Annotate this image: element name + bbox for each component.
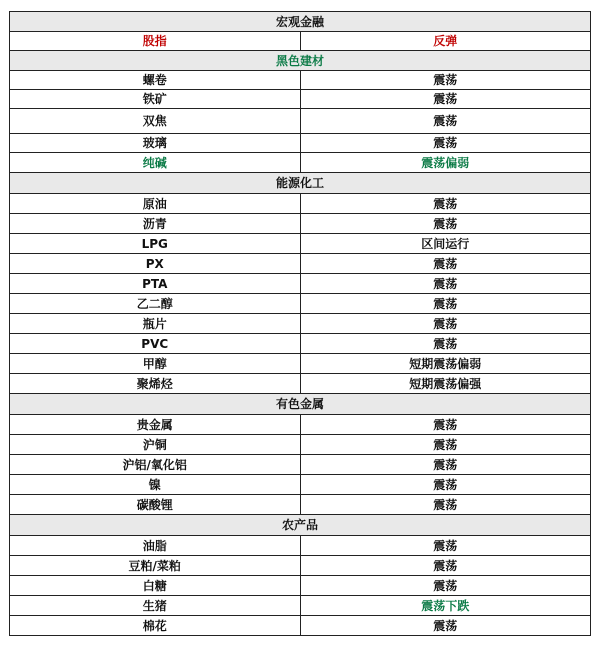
outlook-status: 震荡 [300,294,591,314]
outlook-status: 震荡 [300,475,591,495]
commodity-name: 沪铝/氧化铝 [10,455,301,475]
table-row [10,214,591,234]
section-header-ferrous-building [10,51,591,71]
outlook-status: 震荡 [300,334,591,354]
commodity-name: 螺卷 [10,71,301,90]
table-row [10,71,591,90]
section-title: 农产品 [10,515,591,536]
commodity-name: PX [10,254,301,274]
table-row [10,556,591,576]
table-row [10,109,591,134]
table-row [10,596,591,616]
commodity-name: 甲醇 [10,354,301,374]
table-row [10,274,591,294]
outlook-status: 震荡 [300,90,591,109]
outlook-status: 震荡 [300,415,591,435]
section-title: 能源化工 [10,173,591,194]
outlook-status: 震荡 [300,134,591,153]
commodity-name: 碳酸锂 [10,495,301,515]
table-row [10,536,591,556]
commodity-name: 玻璃 [10,134,301,153]
outlook-table-container [9,11,591,636]
section-header-energy-chemicals [10,173,591,194]
outlook-status: 震荡 [300,274,591,294]
table-row [10,415,591,435]
outlook-status: 震荡 [300,254,591,274]
table-row [10,294,591,314]
outlook-status: 震荡 [300,71,591,90]
section-header-nonferrous-metals [10,394,591,415]
commodity-name: 纯碱 [10,153,301,173]
commodity-name: 聚烯烃 [10,374,301,394]
market-outlook-table [9,11,591,636]
table-row [10,616,591,636]
outlook-status: 反弹 [300,32,591,51]
commodity-name: 乙二醇 [10,294,301,314]
commodity-name: LPG [10,234,301,254]
commodity-name: 油脂 [10,536,301,556]
outlook-status: 区间运行 [300,234,591,254]
commodity-name: 生猪 [10,596,301,616]
outlook-status: 短期震荡偏弱 [300,354,591,374]
outlook-status: 震荡 [300,576,591,596]
outlook-status: 震荡 [300,109,591,134]
commodity-name: 原油 [10,194,301,214]
table-row [10,475,591,495]
table-row [10,576,591,596]
outlook-status: 震荡 [300,214,591,234]
table-row [10,134,591,153]
outlook-status: 震荡 [300,616,591,636]
commodity-name: PVC [10,334,301,354]
outlook-status: 震荡 [300,194,591,214]
commodity-name: 股指 [10,32,301,51]
commodity-name: 沪铜 [10,435,301,455]
table-row [10,32,591,51]
section-header-agricultural [10,515,591,536]
outlook-status: 震荡偏弱 [300,153,591,173]
outlook-status: 震荡 [300,556,591,576]
table-row [10,374,591,394]
section-title: 黑色建材 [10,51,591,71]
commodity-name: 贵金属 [10,415,301,435]
outlook-status: 震荡 [300,314,591,334]
commodity-name: 豆粕/菜粕 [10,556,301,576]
table-row [10,495,591,515]
table-row [10,455,591,475]
table-row [10,90,591,109]
table-row [10,435,591,455]
commodity-name: 镍 [10,475,301,495]
table-row [10,334,591,354]
commodity-name: 白糖 [10,576,301,596]
table-row [10,194,591,214]
outlook-status: 震荡下跌 [300,596,591,616]
commodity-name: 瓶片 [10,314,301,334]
section-title: 有色金属 [10,394,591,415]
commodity-name: 铁矿 [10,90,301,109]
table-row [10,314,591,334]
commodity-name: 双焦 [10,109,301,134]
section-header-macro-finance [10,12,591,32]
outlook-status: 震荡 [300,536,591,556]
commodity-name: 沥青 [10,214,301,234]
commodity-name: 棉花 [10,616,301,636]
table-row [10,153,591,173]
commodity-name: PTA [10,274,301,294]
table-row [10,234,591,254]
table-row [10,354,591,374]
outlook-status: 震荡 [300,495,591,515]
outlook-status: 震荡 [300,455,591,475]
outlook-status: 短期震荡偏强 [300,374,591,394]
outlook-status: 震荡 [300,435,591,455]
table-row [10,254,591,274]
section-title: 宏观金融 [10,12,591,32]
